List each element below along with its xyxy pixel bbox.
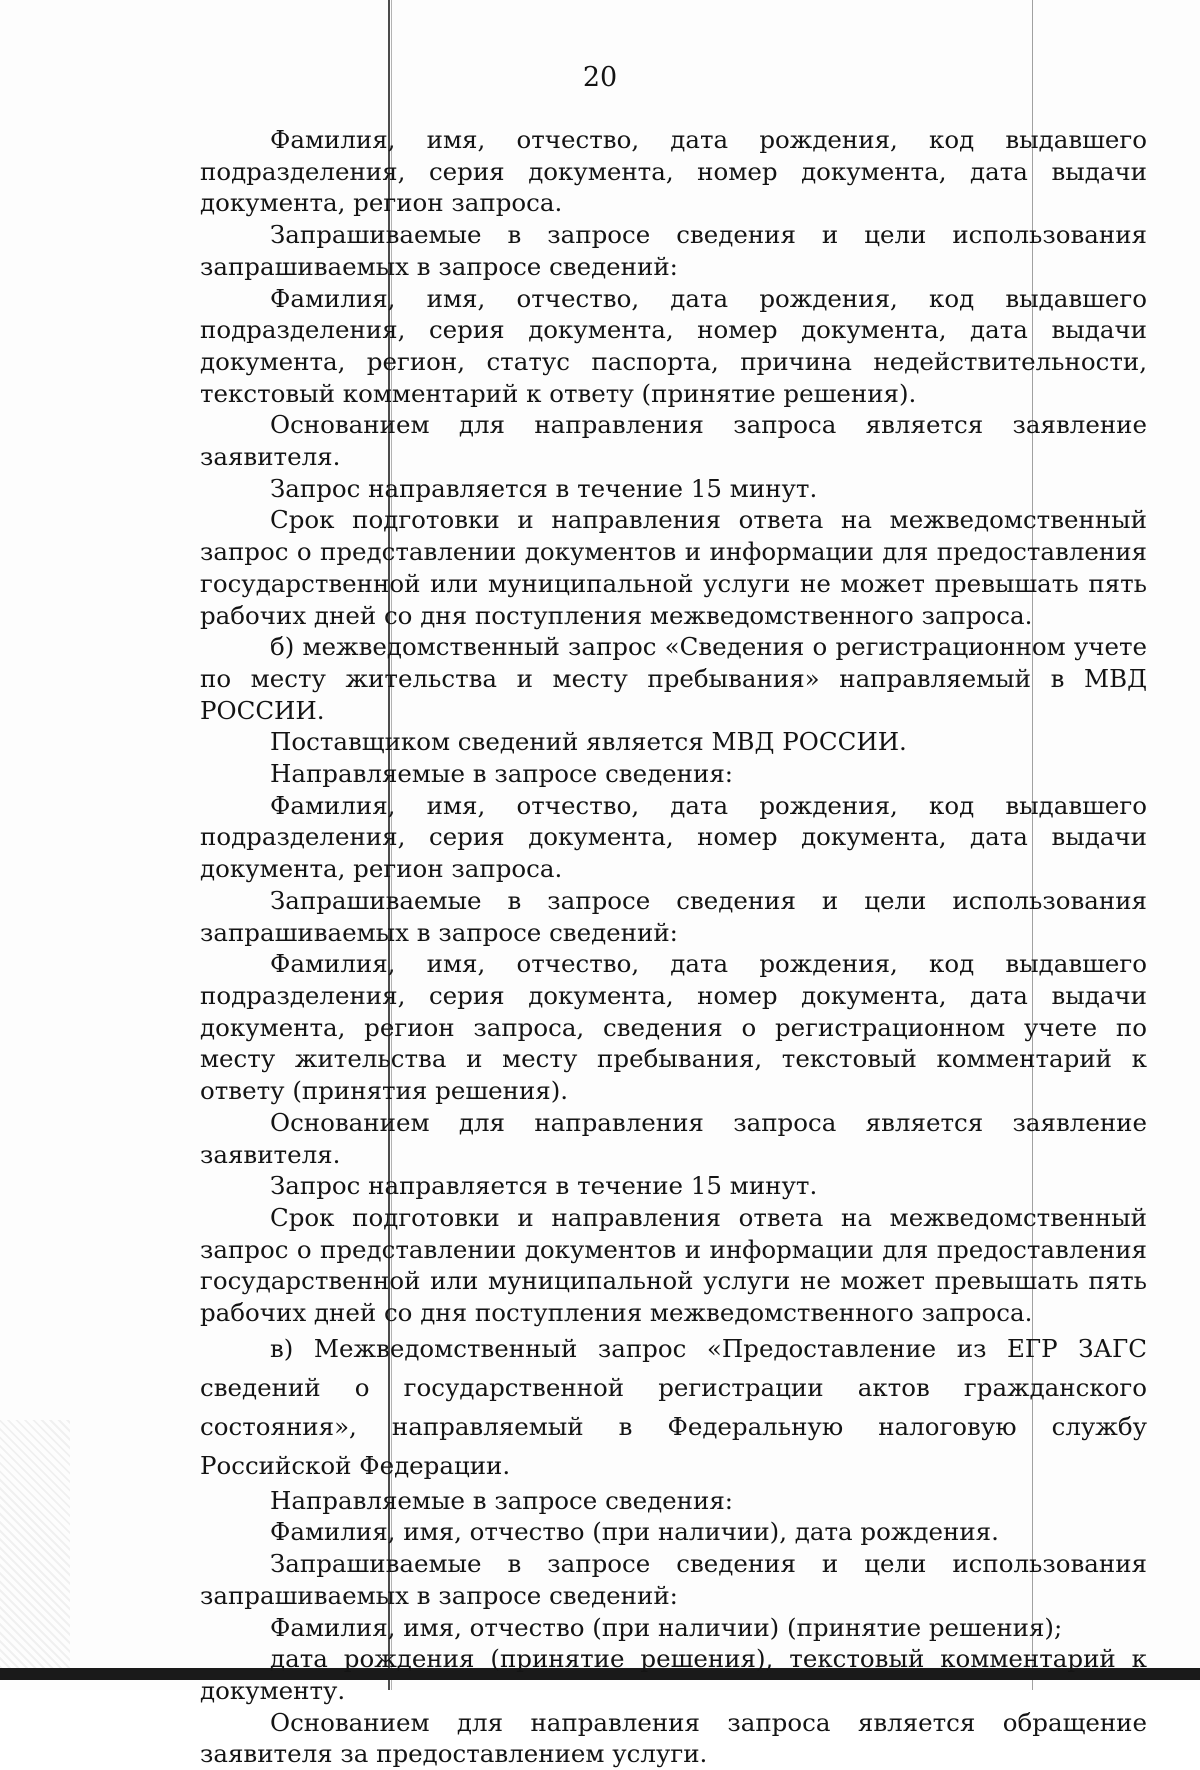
paragraph: Запрос направляется в течение 15 минут. — [270, 473, 818, 503]
paragraph: Основанием для направления запроса является заявление заявителя. — [200, 1107, 1147, 1169]
paragraph: Запрашиваемые в запросе сведения и цели использования запрашиваемых в запросе сведений: — [200, 885, 1147, 947]
paragraph: Запрашиваемые в запросе сведения и цели использования запрашиваемых в запросе сведений: — [200, 220, 1147, 281]
paragraph: Направляемые в запросе сведения: — [270, 1485, 734, 1515]
document-body — [200, 124, 1147, 1770]
paragraph: Фамилия, имя, отчество, дата рождения, код выдавшего подразделения, серия документа, номер документа, дата выдачи документа, регион запроса, сведения о регистрационном учете по месту жительства и месту пребывания, текстовый комментарий к ответу (принятия решения). — [200, 949, 1147, 1106]
paragraph: Основанием для направления запроса является заявление заявителя. — [200, 410, 1147, 472]
paragraph: Фамилия, имя, отчество (при наличии), дата рождения. — [270, 1517, 999, 1547]
paragraph: Поставщиком сведений является МВД РОССИИ. — [270, 727, 907, 757]
paragraph: Запрос направляется в течение 15 минут. — [270, 1171, 818, 1201]
paragraph: Фамилия, имя, отчество (при наличии) (принятие решения); — [270, 1612, 1063, 1642]
paragraph: Срок подготовки и направления ответа на межведомственный запрос о представлении документов и информации для предоставления государственной или муниципальной услуги не может превышать пять рабочих дней со дня поступления межведомственного запроса. — [200, 1202, 1147, 1328]
paragraph: Направляемые в запросе сведения: — [270, 759, 734, 789]
paragraph: в) Межведомственный запрос «Предоставление из ЕГР ЗАГС сведений о государственной регистрации актов гражданского состояния», направляемый в Федеральную налоговую службу Российской Федерации. — [200, 1333, 1147, 1480]
paragraph: дата рождения (принятие решения), текстовый комментарий к документу. — [200, 1644, 1147, 1705]
page-number: 20 — [582, 62, 618, 93]
paragraph: Срок подготовки и направления ответа на межведомственный запрос о представлении документов и информации для предоставления государственной или муниципальной услуги не может превышать пять рабочих дней со дня поступления межведомственного запроса. — [200, 505, 1147, 630]
paragraph: Фамилия, имя, отчество, дата рождения, код выдавшего подразделения, серия документа, номер документа, дата выдачи документа, регион, статус паспорта, причина недействительности, текстовый комментарий к ответу (принятие решения). — [200, 283, 1147, 408]
paragraph: Фамилия, имя, отчество, дата рождения, код выдавшего подразделения, серия документа, номер документа, дата выдачи документа, регион запроса. — [200, 125, 1147, 218]
paragraph: Основанием для направления запроса является обращение заявителя за предоставлением услуги. — [200, 1707, 1147, 1769]
scan-noise — [0, 1420, 70, 1668]
paragraph: Запрашиваемые в запросе сведения и цели использования запрашиваемых в запросе сведений: — [200, 1549, 1147, 1610]
paragraph: Фамилия, имя, отчество, дата рождения, код выдавшего подразделения, серия документа, номер документа, дата выдачи документа, регион запроса. — [200, 790, 1147, 884]
paragraph: б) межведомственный запрос «Сведения о регистрационном учете по месту жительства и месту пребывания» направляемый в МВД РОССИИ. — [200, 632, 1147, 725]
